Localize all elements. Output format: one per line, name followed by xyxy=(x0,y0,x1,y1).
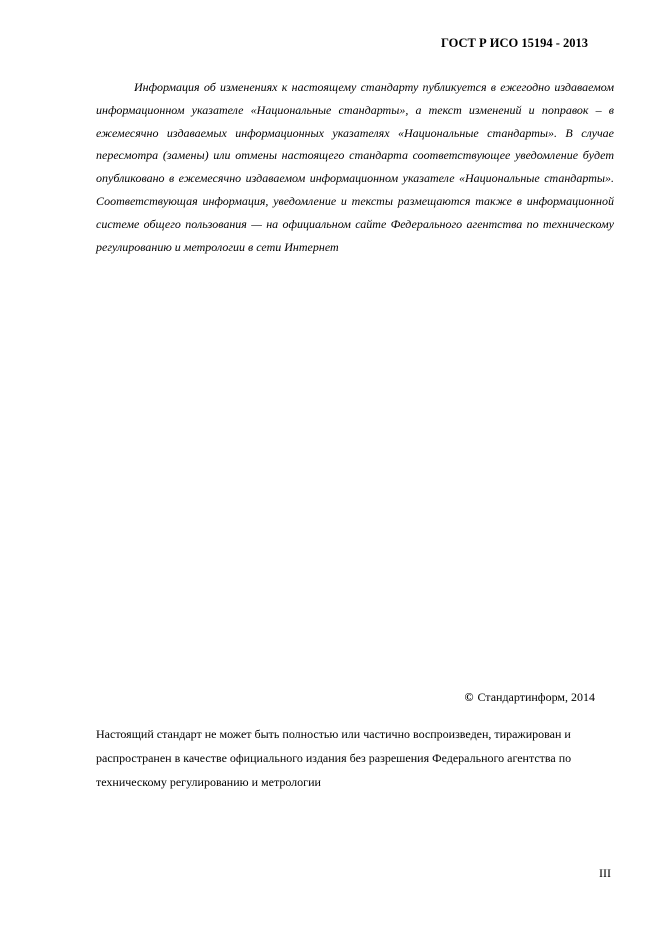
reproduction-rights-paragraph: Настоящий стандарт не может быть полностью или частично воспроизведен, тиражирован и распространен в качестве официального издания без разрешения Федерального агентства по техническому регулированию и метрологии xyxy=(96,727,572,789)
copyright-line xyxy=(464,690,595,705)
page-number: III xyxy=(599,866,611,880)
standard-code: ГОСТ Р ИСО 15194 - 2013 xyxy=(440,36,588,50)
change-notice-paragraph: Информация об изменениях к настоящему стандарту публикуется в ежегодно издаваемом информационном указателе «Национальные стандарты», а текст изменений и поправок – в ежемесячно издаваемых информационных указателях «Национальные стандарты». В случае пересмотра (замены) или отмены настоящего стандарта соответствующее уведомление будет опубликовано в ежемесячно издаваемом информационном указателе «Национальные стандарты». Соответствующая информация, уведомление и тексты размещаются также в информационной системе общего пользования — на официальном сайте Федерального агентства по техническому регулированию и метрологии в сети Интернет xyxy=(96,80,614,254)
copyright-text: Стандартинформ, 2014 xyxy=(477,690,595,704)
copyright-icon: © xyxy=(464,690,474,704)
document-header xyxy=(441,36,588,51)
